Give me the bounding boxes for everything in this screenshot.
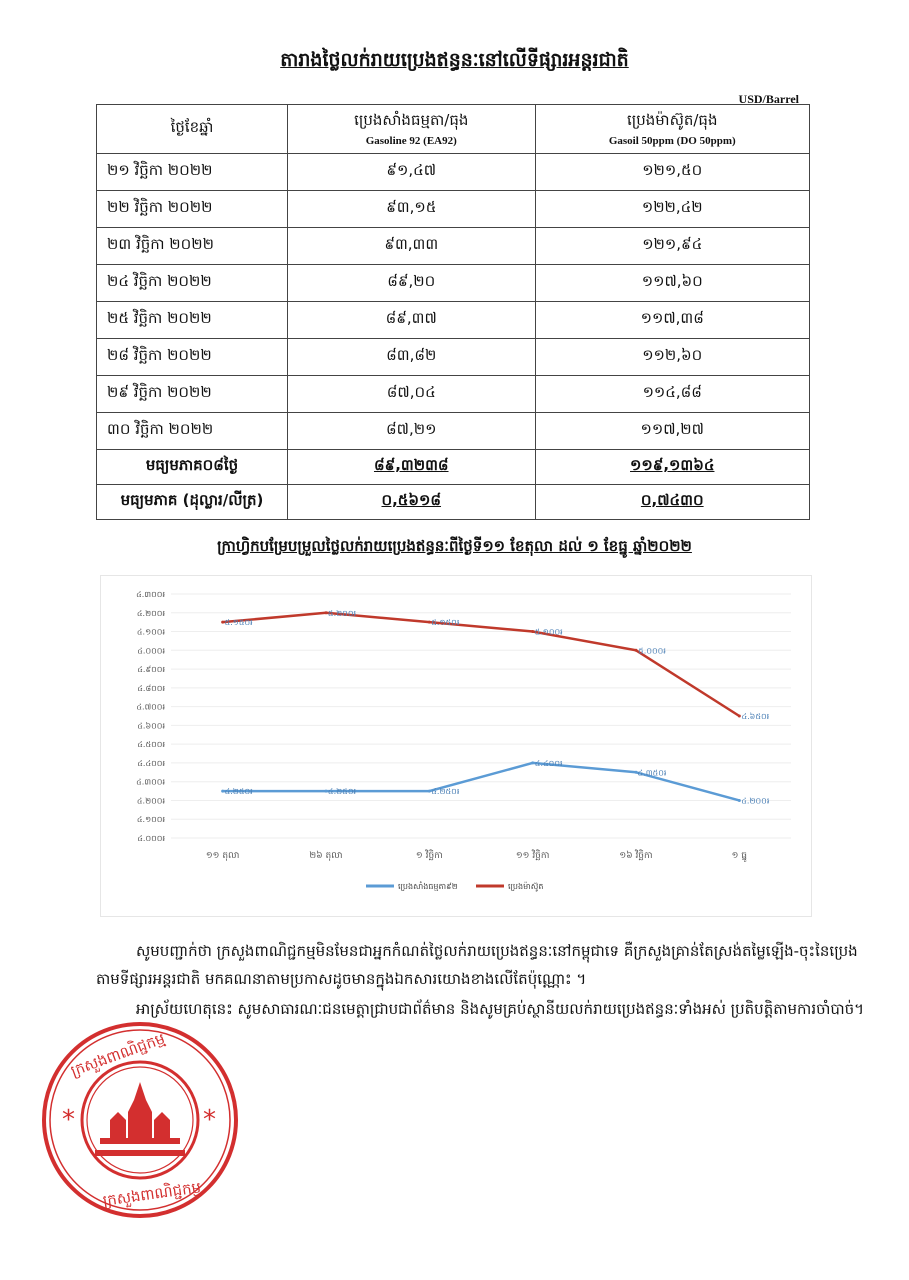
y-tick-label: ៤.៧០០៛ [136, 702, 165, 712]
date-cell: ២៥ វិច្ឆិកា ២០២២ [97, 302, 288, 339]
diesel-cell: ១១៧,២៧ [535, 413, 810, 450]
paragraph-instruction: អាស្រ័យហេតុនេះ សូមសាធារណៈជនមេត្តាជ្រាបជាព័ត៌មាន និងសូមគ្រប់ស្ថានីយលក់រាយប្រេងឥន្ធនៈទាំងអស់ ប្រតិបត្តិតាមការចាំបាច់។ [136, 1000, 865, 1018]
y-tick-label: ៤.៨០០៛ [137, 683, 165, 693]
table-row [97, 228, 810, 265]
data-label: ៤.២៥០៛ [431, 787, 460, 797]
chart-title: ក្រាហ្វិកបម្រែបម្រួលថ្លៃលក់រាយប្រេងឥន្ធនៈពីថ្ងៃទី១១ ខែតុលា ដល់ ១ ខែធ្នូ ឆ្នាំ២០២២ [217, 537, 692, 555]
average-diesel: ១១៩,១៣៦៤ [535, 450, 810, 485]
table-row [97, 154, 810, 191]
data-label: ៤.៦៥០៛ [741, 712, 770, 721]
date-cell: ២៣ វិច្ឆិកា ២០២២ [97, 228, 288, 265]
data-label: ៤.៣៥០៛ [637, 768, 667, 778]
date-cell: ២៩ វិច្ឆិកា ២០២២ [97, 376, 288, 413]
gasoline-cell: ៨៧,០៤ [288, 376, 536, 413]
legend-label: ប្រេងម៉ាស៊ូត [508, 882, 544, 891]
x-tick-label: ១ វិច្ឆិកា [415, 851, 443, 861]
chart-svg [101, 576, 811, 916]
data-label: ៤.២៥០៛ [327, 787, 357, 797]
gasoline-cell: ៨៩,៣៧ [288, 302, 536, 339]
series-line [223, 613, 740, 716]
date-cell: ២២ វិច្ឆិកា ២០២២ [97, 191, 288, 228]
data-label: ៥.២០០៛ [327, 608, 357, 618]
data-label: ៥.១៥០៛ [224, 618, 253, 628]
table-row [97, 413, 810, 450]
diesel-cell: ១១៤,៨៨ [535, 376, 810, 413]
gasoline-cell: ៨៧,២១ [288, 413, 536, 450]
date-cell: ២៨ វិច្ឆិកា ២០២២ [97, 339, 288, 376]
date-cell: ២១ វិច្ឆិកា ២០២២ [97, 154, 288, 191]
x-tick-label: ១១ វិច្ឆិកា [515, 851, 550, 861]
header-diesel: ប្រេងម៉ាស៊ូត/ធុង Gasoil 50ppm (DO 50ppm) [535, 105, 810, 154]
y-tick-label: ៤.៣០០៛ [136, 777, 165, 787]
y-tick-label: ៤.០០០៛ [137, 646, 165, 656]
data-label: ៥.០០០៛ [638, 646, 666, 656]
svg-text:*: * [203, 1105, 216, 1135]
date-cell: ៣០ វិច្ឆិកា ២០២២ [97, 413, 288, 450]
x-tick-label: ១៦ វិច្ឆិកា [619, 851, 653, 861]
per-liter-label: មធ្យមភាគ (ដុល្លារ/លីត្រ) [97, 485, 288, 520]
paragraph-note: សូមបញ្ជាក់ថា ក្រសួងពាណិជ្ជកម្មមិនមែនជាអ្នកកំណត់ថ្លៃលក់រាយប្រេងឥន្ធនៈនៅកម្ពុជាទេ គឺក្រសួងគ្រាន់តែស្រង់តម្លៃឡើង-ចុះនៃប្រេងតាមទីផ្សារអន្តរជាតិ មកគណនាតាមប្រកាសដូចមានក្នុងឯកសារយោងខាងលើតែប៉ុណ្ណោះ ។ [96, 942, 858, 988]
data-point [635, 649, 638, 652]
date-cell: ២៤ វិច្ឆិកា ២០២២ [97, 265, 288, 302]
diesel-cell: ១២២,៤២ [535, 191, 810, 228]
data-point [738, 715, 741, 718]
y-tick-label: ៤.៩០០៛ [137, 665, 165, 675]
table-row [97, 302, 810, 339]
line-chart [100, 575, 812, 917]
y-tick-label: ៤.៤០០៛ [137, 758, 165, 768]
diesel-cell: ១១៧,៣៨ [535, 302, 810, 339]
per-liter-gasoline: ០,៥៦១៨ [288, 485, 536, 520]
y-tick-label: ៤.១០០៛ [136, 815, 165, 825]
gasoline-cell: ៩១,៤៧ [288, 154, 536, 191]
seal-top-text: ក្រសួងពាណិជ្ជកម្ម [68, 1029, 168, 1081]
price-table [96, 104, 810, 520]
diesel-cell: ១១២,៦០ [535, 339, 810, 376]
data-label: ៤.២០០៛ [741, 796, 770, 806]
diesel-cell: ១១៧,៦០ [535, 265, 810, 302]
per-liter-diesel: ០,៧៤៣០ [535, 485, 810, 520]
data-point [531, 761, 534, 764]
average-gasoline: ៨៩,៣២៣៨ [288, 450, 536, 485]
unit-label: USD/Barrel [738, 92, 799, 106]
page-title: តារាងថ្លៃលក់រាយប្រេងឥន្ធនៈនៅលើទីផ្សារអន្តរជាតិ [280, 49, 629, 71]
seal-bottom-text: ក្រសួងពាណិជ្ជកម្ម [101, 1178, 203, 1210]
gasoline-cell: ៩៣,៣៣ [288, 228, 536, 265]
gasoline-cell: ៨៣,៨២ [288, 339, 536, 376]
header-date: ថ្ងៃខែឆ្នាំ [97, 105, 288, 154]
table-row [97, 376, 810, 413]
y-tick-label: ៤.៥០០៛ [137, 740, 165, 750]
diesel-cell: ១២១,៥០ [535, 154, 810, 191]
x-tick-label: ២៦ តុលា [309, 851, 343, 861]
svg-text:*: * [62, 1105, 75, 1135]
gasoline-cell: ៨៩,២០ [288, 265, 536, 302]
table-row [97, 191, 810, 228]
per-liter-row [97, 485, 810, 520]
data-label: ៥.១៥០៛ [431, 618, 460, 628]
diesel-cell: ១២១,៩៤ [535, 228, 810, 265]
average-row [97, 450, 810, 485]
data-label: ៤.២៥០៛ [224, 787, 253, 797]
table-header-row [97, 105, 810, 154]
x-tick-label: ១ ធ្នូ [731, 851, 748, 861]
table-row [97, 265, 810, 302]
header-gasoline: ប្រេងសាំងធម្មតា/ធុង Gasoline 92 (EA92) [288, 105, 536, 154]
data-label: ៥.១០០៛ [534, 627, 563, 637]
data-label: ៤.៤០០៛ [534, 758, 563, 768]
legend-label: ប្រេងសាំងធម្មតា៩២ [398, 882, 458, 891]
x-tick-label: ១១ តុលា [205, 851, 240, 861]
table-row [97, 339, 810, 376]
y-tick-label: ៤.២០០៛ [136, 796, 165, 806]
y-tick-label: ៤.៦០០៛ [137, 721, 165, 731]
y-tick-label: ៤.០០០៛ [137, 834, 165, 843]
average-label: មធ្យមភាគ០៨ថ្ងៃ [97, 450, 288, 485]
y-tick-label: ៤.៣០០៛ [136, 590, 165, 599]
gasoline-cell: ៩៣,១៥ [288, 191, 536, 228]
y-tick-label: ៤.១០០៛ [136, 627, 165, 637]
y-tick-label: ៤.២០០៛ [136, 608, 165, 618]
ministry-seal [40, 1020, 240, 1220]
